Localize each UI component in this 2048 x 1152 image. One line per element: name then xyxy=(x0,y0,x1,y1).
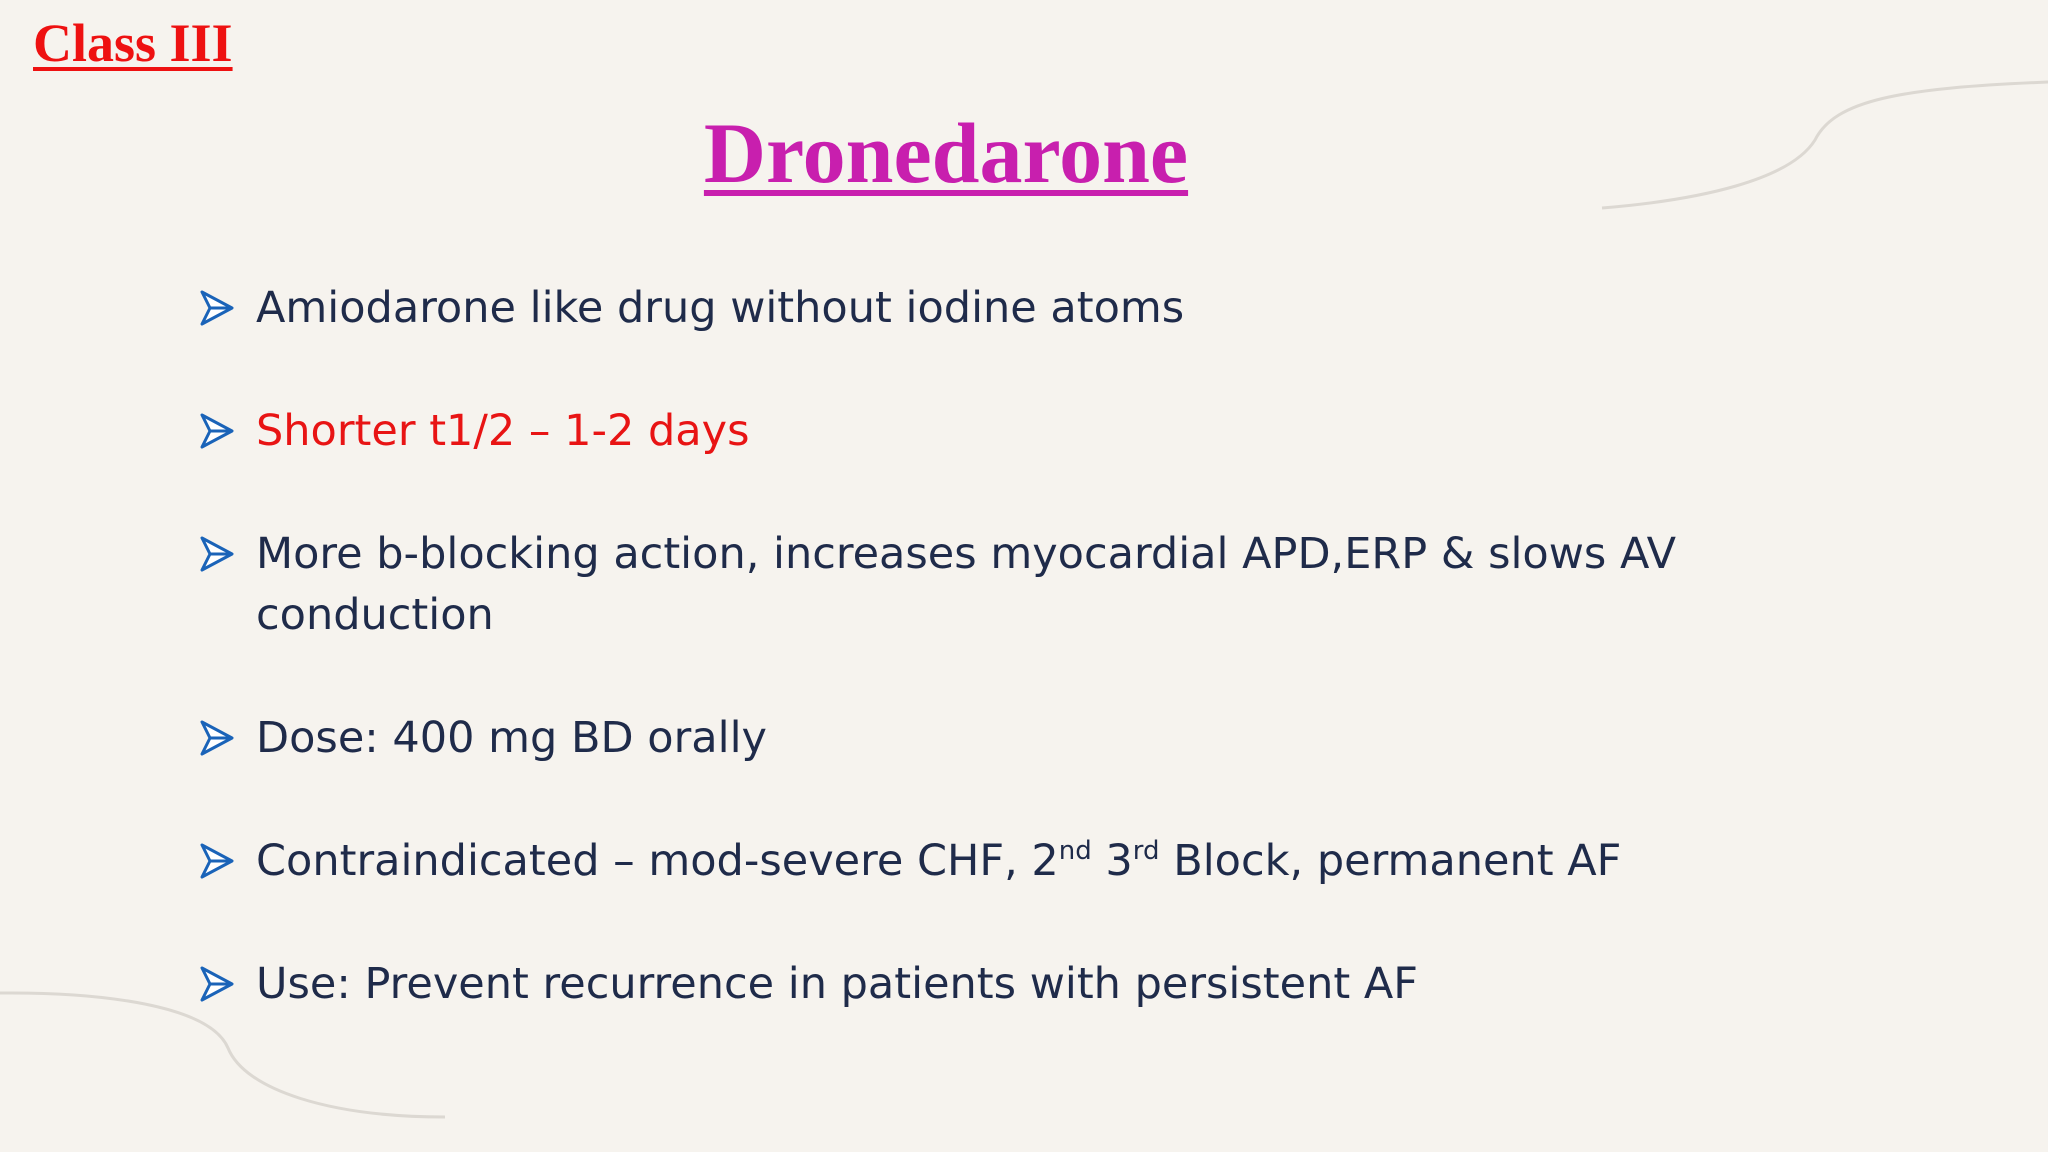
arrow-bullet-icon xyxy=(200,290,234,326)
bullet-text: Dose: 400 mg BD orally xyxy=(256,713,767,763)
superscript-rd: rd xyxy=(1132,836,1160,866)
bullet-text: Use: Prevent recurrence in patients with persistent AF xyxy=(256,959,1419,1009)
arrow-bullet-icon xyxy=(200,843,234,879)
arrow-bullet-icon xyxy=(200,536,234,572)
list-item xyxy=(196,831,1756,892)
class-label: Class III xyxy=(33,13,233,73)
page-title: Dronedarone xyxy=(703,105,1189,201)
bullet-text: Shorter t1/2 – 1-2 days xyxy=(256,406,750,456)
bullet-text: Amiodarone like drug without iodine atoms xyxy=(256,283,1185,333)
bullet-text-part: Block, permanent AF xyxy=(1159,836,1622,886)
arrow-bullet-icon xyxy=(200,966,234,1002)
list-item xyxy=(196,708,1756,769)
list-item xyxy=(196,524,1756,646)
list-item xyxy=(196,401,1756,462)
bullet-text: More b-blocking action, increases myocardial APD,ERP & slows AV conduction xyxy=(256,529,1677,640)
bullet-text xyxy=(256,836,1621,886)
superscript-nd: nd xyxy=(1058,836,1092,866)
bullet-list xyxy=(196,278,1756,1077)
bullet-text-part: Contraindicated – mod-severe CHF, 2 xyxy=(256,836,1059,886)
bullet-text-part: 3 xyxy=(1091,836,1133,886)
arrow-bullet-icon xyxy=(200,413,234,449)
arrow-bullet-icon xyxy=(200,720,234,756)
list-item xyxy=(196,278,1756,339)
list-item xyxy=(196,954,1756,1015)
